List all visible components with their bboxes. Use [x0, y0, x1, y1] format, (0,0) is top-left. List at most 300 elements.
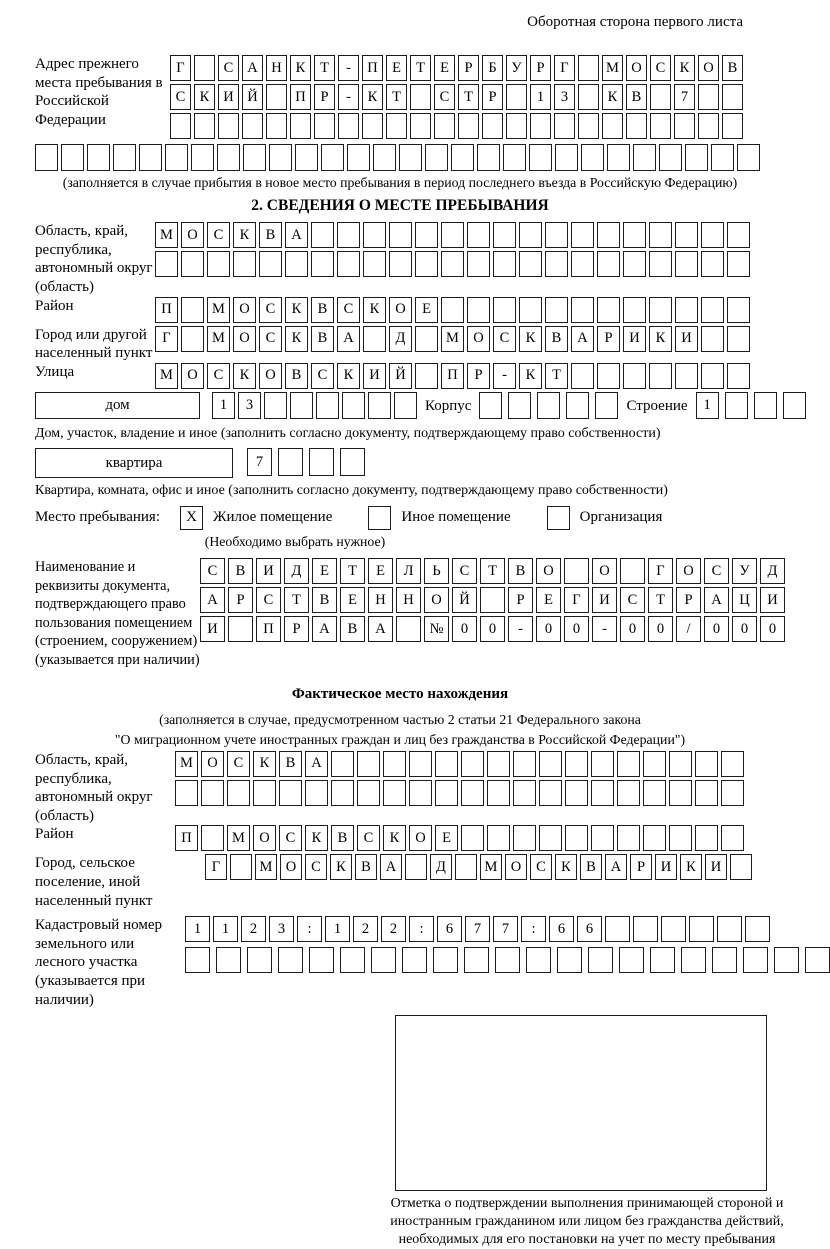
char-cell[interactable]: 7: [674, 84, 695, 110]
char-cell[interactable]: [619, 947, 644, 973]
char-cell[interactable]: С: [227, 751, 250, 777]
char-cell[interactable]: [695, 751, 718, 777]
char-cell[interactable]: О: [253, 825, 276, 851]
char-cell[interactable]: [701, 251, 724, 277]
char-cell[interactable]: Л: [396, 558, 421, 584]
char-cell[interactable]: С: [259, 297, 282, 323]
char-cell[interactable]: [181, 297, 204, 323]
char-cell[interactable]: Г: [554, 55, 575, 81]
char-cell[interactable]: -: [338, 84, 359, 110]
char-cell[interactable]: [701, 326, 724, 352]
char-cell[interactable]: С: [279, 825, 302, 851]
char-cell[interactable]: В: [311, 326, 334, 352]
char-cell[interactable]: [201, 780, 224, 806]
char-cell[interactable]: У: [506, 55, 527, 81]
char-cell[interactable]: [727, 251, 750, 277]
char-cell[interactable]: [633, 916, 658, 942]
char-cell[interactable]: К: [383, 825, 406, 851]
char-cell[interactable]: [389, 222, 412, 248]
char-cell[interactable]: [623, 297, 646, 323]
char-cell[interactable]: О: [233, 297, 256, 323]
char-cell[interactable]: [571, 363, 594, 389]
char-cell[interactable]: [340, 448, 365, 476]
char-cell[interactable]: [487, 751, 510, 777]
char-cell[interactable]: [279, 780, 302, 806]
char-cell[interactable]: 2: [353, 916, 378, 942]
char-cell[interactable]: О: [280, 854, 302, 880]
char-cell[interactable]: [321, 144, 344, 171]
char-cell[interactable]: Т: [648, 587, 673, 613]
char-cell[interactable]: С: [200, 558, 225, 584]
char-cell[interactable]: [347, 144, 370, 171]
char-cell[interactable]: Р: [467, 363, 490, 389]
char-cell[interactable]: [181, 326, 204, 352]
char-cell[interactable]: С: [305, 854, 327, 880]
char-cell[interactable]: [745, 916, 770, 942]
char-cell[interactable]: 2: [381, 916, 406, 942]
char-cell[interactable]: [675, 251, 698, 277]
char-cell[interactable]: [649, 251, 672, 277]
char-cell[interactable]: Е: [340, 587, 365, 613]
char-cell[interactable]: А: [305, 751, 328, 777]
char-cell[interactable]: [458, 113, 479, 139]
char-cell[interactable]: 0: [452, 616, 477, 642]
char-cell[interactable]: [410, 84, 431, 110]
char-cell[interactable]: [340, 947, 365, 973]
char-cell[interactable]: [698, 84, 719, 110]
char-cell[interactable]: Р: [530, 55, 551, 81]
char-cell[interactable]: [711, 144, 734, 171]
char-cell[interactable]: Д: [760, 558, 785, 584]
char-cell[interactable]: [650, 113, 671, 139]
char-cell[interactable]: К: [555, 854, 577, 880]
char-cell[interactable]: [513, 751, 536, 777]
char-cell[interactable]: [181, 251, 204, 277]
char-cell[interactable]: [669, 780, 692, 806]
char-cell[interactable]: [539, 780, 562, 806]
char-cell[interactable]: П: [290, 84, 311, 110]
char-cell[interactable]: К: [330, 854, 352, 880]
char-cell[interactable]: [701, 222, 724, 248]
char-cell[interactable]: Н: [396, 587, 421, 613]
char-cell[interactable]: [113, 144, 136, 171]
char-cell[interactable]: [650, 84, 671, 110]
char-cell[interactable]: К: [363, 297, 386, 323]
char-cell[interactable]: 7: [493, 916, 518, 942]
char-cell[interactable]: [155, 251, 178, 277]
stay-type-checkbox-residential[interactable]: X: [180, 506, 203, 530]
char-cell[interactable]: 3: [269, 916, 294, 942]
char-cell[interactable]: [386, 113, 407, 139]
char-cell[interactable]: С: [452, 558, 477, 584]
char-cell[interactable]: [415, 251, 438, 277]
char-cell[interactable]: И: [592, 587, 617, 613]
char-cell[interactable]: [309, 448, 334, 476]
char-cell[interactable]: Е: [368, 558, 393, 584]
stay-type-checkbox-organization[interactable]: [547, 506, 570, 530]
char-cell[interactable]: [191, 144, 214, 171]
char-cell[interactable]: В: [228, 558, 253, 584]
char-cell[interactable]: -: [493, 363, 516, 389]
char-cell[interactable]: [493, 251, 516, 277]
char-cell[interactable]: А: [380, 854, 402, 880]
char-cell[interactable]: [588, 947, 613, 973]
char-cell[interactable]: С: [259, 326, 282, 352]
char-cell[interactable]: А: [571, 326, 594, 352]
char-cell[interactable]: Е: [536, 587, 561, 613]
char-cell[interactable]: Р: [630, 854, 652, 880]
char-cell[interactable]: [701, 363, 724, 389]
char-cell[interactable]: [461, 751, 484, 777]
char-cell[interactable]: [620, 558, 645, 584]
char-cell[interactable]: [566, 392, 589, 419]
char-cell[interactable]: 1: [212, 392, 235, 419]
char-cell[interactable]: [482, 113, 503, 139]
char-cell[interactable]: О: [536, 558, 561, 584]
char-cell[interactable]: Т: [386, 84, 407, 110]
char-cell[interactable]: [721, 780, 744, 806]
char-cell[interactable]: [597, 363, 620, 389]
char-cell[interactable]: :: [521, 916, 546, 942]
char-cell[interactable]: [675, 297, 698, 323]
char-cell[interactable]: [727, 363, 750, 389]
char-cell[interactable]: [230, 854, 252, 880]
char-cell[interactable]: 0: [732, 616, 757, 642]
char-cell[interactable]: -: [592, 616, 617, 642]
char-cell[interactable]: М: [155, 222, 178, 248]
char-cell[interactable]: Р: [458, 55, 479, 81]
char-cell[interactable]: [695, 780, 718, 806]
char-cell[interactable]: [383, 780, 406, 806]
char-cell[interactable]: Г: [205, 854, 227, 880]
char-cell[interactable]: [737, 144, 760, 171]
char-cell[interactable]: [311, 222, 334, 248]
char-cell[interactable]: Й: [242, 84, 263, 110]
char-cell[interactable]: П: [175, 825, 198, 851]
char-cell[interactable]: [87, 144, 110, 171]
char-cell[interactable]: Т: [314, 55, 335, 81]
char-cell[interactable]: [383, 751, 406, 777]
char-cell[interactable]: [581, 144, 604, 171]
char-cell[interactable]: О: [505, 854, 527, 880]
char-cell[interactable]: [368, 392, 391, 419]
char-cell[interactable]: [591, 780, 614, 806]
char-cell[interactable]: [455, 854, 477, 880]
char-cell[interactable]: [597, 222, 620, 248]
char-cell[interactable]: [451, 144, 474, 171]
char-cell[interactable]: О: [467, 326, 490, 352]
char-cell[interactable]: [591, 825, 614, 851]
char-cell[interactable]: В: [580, 854, 602, 880]
char-cell[interactable]: В: [331, 825, 354, 851]
char-cell[interactable]: [595, 392, 618, 419]
char-cell[interactable]: [545, 251, 568, 277]
char-cell[interactable]: [643, 780, 666, 806]
char-cell[interactable]: [554, 113, 575, 139]
char-cell[interactable]: О: [181, 222, 204, 248]
char-cell[interactable]: [493, 222, 516, 248]
char-cell[interactable]: 0: [620, 616, 645, 642]
char-cell[interactable]: [409, 751, 432, 777]
char-cell[interactable]: Т: [480, 558, 505, 584]
char-cell[interactable]: [805, 947, 830, 973]
char-cell[interactable]: [649, 222, 672, 248]
char-cell[interactable]: [727, 326, 750, 352]
char-cell[interactable]: А: [242, 55, 263, 81]
char-cell[interactable]: [331, 780, 354, 806]
char-cell[interactable]: 6: [549, 916, 574, 942]
char-cell[interactable]: И: [218, 84, 239, 110]
char-cell[interactable]: [650, 947, 675, 973]
char-cell[interactable]: М: [602, 55, 623, 81]
char-cell[interactable]: [278, 448, 303, 476]
char-cell[interactable]: Р: [482, 84, 503, 110]
char-cell[interactable]: [311, 251, 334, 277]
char-cell[interactable]: [774, 947, 799, 973]
char-cell[interactable]: [727, 297, 750, 323]
char-cell[interactable]: [578, 113, 599, 139]
char-cell[interactable]: [623, 363, 646, 389]
char-cell[interactable]: [487, 780, 510, 806]
char-cell[interactable]: М: [255, 854, 277, 880]
char-cell[interactable]: [394, 392, 417, 419]
char-cell[interactable]: В: [355, 854, 377, 880]
char-cell[interactable]: [519, 297, 542, 323]
char-cell[interactable]: [264, 392, 287, 419]
char-cell[interactable]: 3: [238, 392, 261, 419]
char-cell[interactable]: Т: [284, 587, 309, 613]
char-cell[interactable]: В: [545, 326, 568, 352]
apartment-box[interactable]: квартира: [35, 448, 233, 478]
char-cell[interactable]: Д: [284, 558, 309, 584]
char-cell[interactable]: О: [592, 558, 617, 584]
char-cell[interactable]: [712, 947, 737, 973]
char-cell[interactable]: [685, 144, 708, 171]
char-cell[interactable]: О: [389, 297, 412, 323]
char-cell[interactable]: Р: [597, 326, 620, 352]
char-cell[interactable]: [519, 251, 542, 277]
char-cell[interactable]: 1: [325, 916, 350, 942]
char-cell[interactable]: П: [256, 616, 281, 642]
char-cell[interactable]: [597, 251, 620, 277]
char-cell[interactable]: [506, 84, 527, 110]
char-cell[interactable]: [194, 113, 215, 139]
char-cell[interactable]: [396, 616, 421, 642]
char-cell[interactable]: С: [218, 55, 239, 81]
char-cell[interactable]: [578, 55, 599, 81]
char-cell[interactable]: [415, 222, 438, 248]
char-cell[interactable]: С: [357, 825, 380, 851]
char-cell[interactable]: 2: [241, 916, 266, 942]
stay-type-checkbox-other[interactable]: [368, 506, 391, 530]
char-cell[interactable]: В: [279, 751, 302, 777]
char-cell[interactable]: [730, 854, 752, 880]
char-cell[interactable]: [669, 751, 692, 777]
char-cell[interactable]: С: [207, 222, 230, 248]
char-cell[interactable]: Р: [676, 587, 701, 613]
char-cell[interactable]: [435, 780, 458, 806]
char-cell[interactable]: [363, 326, 386, 352]
char-cell[interactable]: К: [362, 84, 383, 110]
char-cell[interactable]: -: [338, 55, 359, 81]
char-cell[interactable]: С: [207, 363, 230, 389]
char-cell[interactable]: К: [233, 222, 256, 248]
char-cell[interactable]: [175, 780, 198, 806]
char-cell[interactable]: [290, 113, 311, 139]
char-cell[interactable]: [467, 297, 490, 323]
char-cell[interactable]: Б: [482, 55, 503, 81]
char-cell[interactable]: [342, 392, 365, 419]
char-cell[interactable]: 0: [480, 616, 505, 642]
char-cell[interactable]: [410, 113, 431, 139]
char-cell[interactable]: [529, 144, 552, 171]
char-cell[interactable]: [674, 113, 695, 139]
char-cell[interactable]: [415, 363, 438, 389]
char-cell[interactable]: 3: [554, 84, 575, 110]
char-cell[interactable]: [316, 392, 339, 419]
char-cell[interactable]: К: [253, 751, 276, 777]
char-cell[interactable]: [530, 113, 551, 139]
char-cell[interactable]: С: [620, 587, 645, 613]
char-cell[interactable]: [207, 251, 230, 277]
char-cell[interactable]: [555, 144, 578, 171]
char-cell[interactable]: [216, 947, 241, 973]
char-cell[interactable]: [441, 251, 464, 277]
char-cell[interactable]: [537, 392, 560, 419]
char-cell[interactable]: С: [256, 587, 281, 613]
char-cell[interactable]: -: [508, 616, 533, 642]
char-cell[interactable]: П: [362, 55, 383, 81]
char-cell[interactable]: В: [259, 222, 282, 248]
char-cell[interactable]: Т: [340, 558, 365, 584]
char-cell[interactable]: 1: [696, 392, 719, 419]
char-cell[interactable]: [371, 947, 396, 973]
char-cell[interactable]: [539, 825, 562, 851]
char-cell[interactable]: [434, 113, 455, 139]
char-cell[interactable]: О: [233, 326, 256, 352]
char-cell[interactable]: О: [626, 55, 647, 81]
char-cell[interactable]: [433, 947, 458, 973]
char-cell[interactable]: В: [626, 84, 647, 110]
char-cell[interactable]: К: [305, 825, 328, 851]
char-cell[interactable]: [479, 392, 502, 419]
char-cell[interactable]: Р: [508, 587, 533, 613]
char-cell[interactable]: [480, 587, 505, 613]
char-cell[interactable]: [725, 392, 748, 419]
char-cell[interactable]: [266, 113, 287, 139]
char-cell[interactable]: К: [680, 854, 702, 880]
char-cell[interactable]: 0: [564, 616, 589, 642]
char-cell[interactable]: [591, 751, 614, 777]
char-cell[interactable]: [649, 363, 672, 389]
char-cell[interactable]: М: [155, 363, 178, 389]
char-cell[interactable]: :: [297, 916, 322, 942]
char-cell[interactable]: [425, 144, 448, 171]
char-cell[interactable]: К: [290, 55, 311, 81]
char-cell[interactable]: [399, 144, 422, 171]
char-cell[interactable]: 1: [530, 84, 551, 110]
char-cell[interactable]: [415, 326, 438, 352]
char-cell[interactable]: Г: [170, 55, 191, 81]
char-cell[interactable]: У: [732, 558, 757, 584]
char-cell[interactable]: С: [337, 297, 360, 323]
char-cell[interactable]: И: [363, 363, 386, 389]
char-cell[interactable]: [441, 222, 464, 248]
char-cell[interactable]: М: [175, 751, 198, 777]
char-cell[interactable]: Ь: [424, 558, 449, 584]
char-cell[interactable]: М: [480, 854, 502, 880]
char-cell[interactable]: [508, 392, 531, 419]
char-cell[interactable]: [357, 780, 380, 806]
char-cell[interactable]: [626, 113, 647, 139]
char-cell[interactable]: [405, 854, 427, 880]
char-cell[interactable]: [617, 825, 640, 851]
char-cell[interactable]: [259, 251, 282, 277]
char-cell[interactable]: П: [441, 363, 464, 389]
char-cell[interactable]: [337, 222, 360, 248]
char-cell[interactable]: [643, 751, 666, 777]
char-cell[interactable]: Т: [545, 363, 568, 389]
char-cell[interactable]: О: [259, 363, 282, 389]
char-cell[interactable]: С: [493, 326, 516, 352]
char-cell[interactable]: Е: [312, 558, 337, 584]
char-cell[interactable]: [578, 84, 599, 110]
char-cell[interactable]: [565, 780, 588, 806]
char-cell[interactable]: В: [722, 55, 743, 81]
char-cell[interactable]: [571, 222, 594, 248]
char-cell[interactable]: 0: [648, 616, 673, 642]
char-cell[interactable]: О: [698, 55, 719, 81]
char-cell[interactable]: 6: [437, 916, 462, 942]
char-cell[interactable]: В: [311, 297, 334, 323]
char-cell[interactable]: С: [650, 55, 671, 81]
char-cell[interactable]: М: [227, 825, 250, 851]
char-cell[interactable]: [228, 616, 253, 642]
char-cell[interactable]: [571, 297, 594, 323]
char-cell[interactable]: А: [285, 222, 308, 248]
char-cell[interactable]: [362, 113, 383, 139]
char-cell[interactable]: [754, 392, 777, 419]
char-cell[interactable]: О: [181, 363, 204, 389]
char-cell[interactable]: П: [155, 297, 178, 323]
char-cell[interactable]: [217, 144, 240, 171]
char-cell[interactable]: И: [623, 326, 646, 352]
char-cell[interactable]: [649, 297, 672, 323]
char-cell[interactable]: Е: [415, 297, 438, 323]
char-cell[interactable]: [464, 947, 489, 973]
char-cell[interactable]: И: [655, 854, 677, 880]
char-cell[interactable]: [526, 947, 551, 973]
char-cell[interactable]: [545, 222, 568, 248]
char-cell[interactable]: С: [704, 558, 729, 584]
char-cell[interactable]: [185, 947, 210, 973]
house-box[interactable]: дом: [35, 392, 200, 419]
char-cell[interactable]: [698, 113, 719, 139]
char-cell[interactable]: [363, 251, 386, 277]
char-cell[interactable]: [402, 947, 427, 973]
char-cell[interactable]: [461, 780, 484, 806]
char-cell[interactable]: [571, 251, 594, 277]
char-cell[interactable]: [633, 144, 656, 171]
char-cell[interactable]: [218, 113, 239, 139]
char-cell[interactable]: [278, 947, 303, 973]
char-cell[interactable]: И: [705, 854, 727, 880]
char-cell[interactable]: Г: [155, 326, 178, 352]
char-cell[interactable]: [643, 825, 666, 851]
char-cell[interactable]: [331, 751, 354, 777]
char-cell[interactable]: [659, 144, 682, 171]
char-cell[interactable]: [721, 825, 744, 851]
